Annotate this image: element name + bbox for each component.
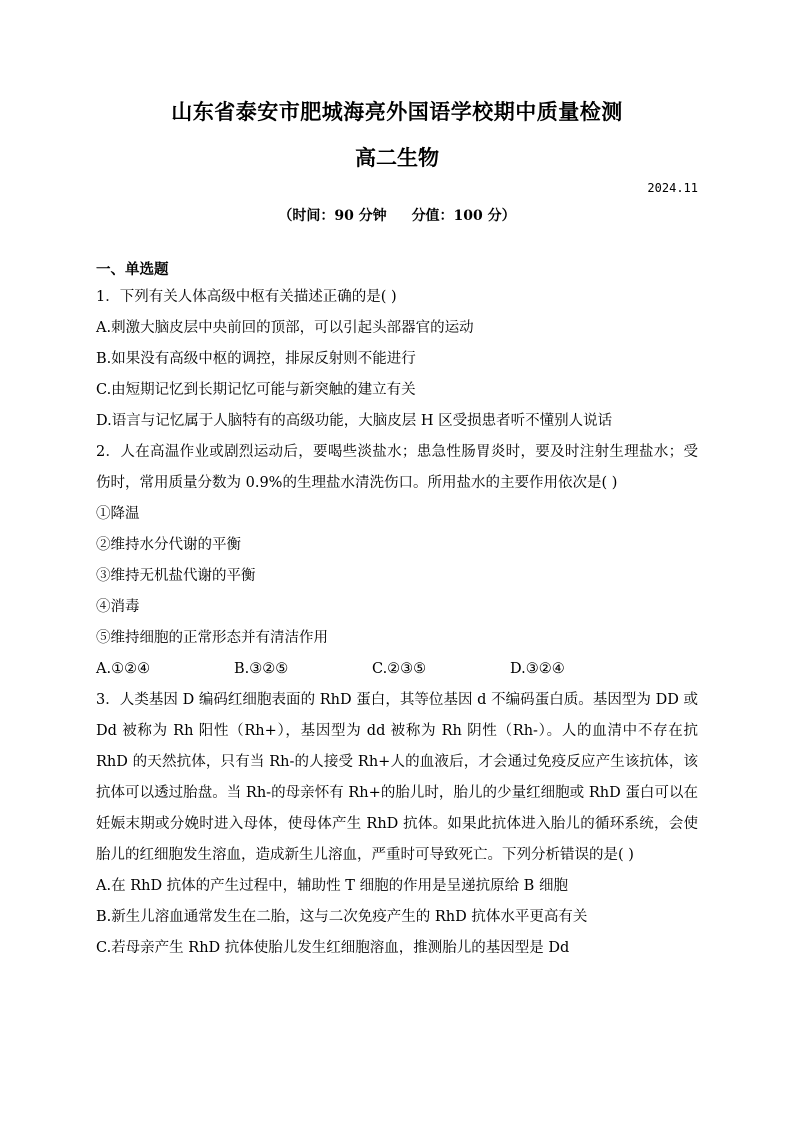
exam-time: （时间：90 分钟 bbox=[278, 208, 387, 224]
exam-time-score bbox=[0, 205, 794, 225]
question-stem: 2．人在高温作业或剧烈运动后，要喝些淡盐水；患急性肠胃炎时，要及时注射生理盐水；受伤时，常用质量分数为 0.9%的生理盐水清洗伤口。所用盐水的主要作用依次是( ) bbox=[96, 444, 698, 491]
list-item: ④消毒 bbox=[96, 599, 140, 615]
exam-title: 山东省泰安市肥城海亮外国语学校期中质量检测 bbox=[171, 99, 623, 124]
exam-subject: 高二生物 bbox=[355, 145, 439, 170]
question-3 bbox=[96, 685, 698, 964]
options-row bbox=[96, 654, 698, 685]
option-d: D.语言与记忆属于人脑特有的高级功能，大脑皮层 H 区受损患者听不懂别人说话 bbox=[96, 413, 613, 429]
question-2 bbox=[96, 437, 698, 685]
option-c: C.由短期记忆到长期记忆可能与新突触的建立有关 bbox=[96, 382, 416, 398]
option-b: B.③②⑤ bbox=[234, 661, 289, 677]
option-a: A.①②④ bbox=[96, 661, 151, 677]
question-stem: 1．下列有关人体高级中枢有关描述正确的是( ) bbox=[96, 289, 397, 305]
section-heading: 一、单选题 bbox=[96, 261, 169, 278]
list-item: ②维持水分代谢的平衡 bbox=[96, 537, 241, 553]
option-a: A.刺激大脑皮层中央前回的顶部，可以引起头部器官的运动 bbox=[96, 320, 474, 336]
option-c: C.若母亲产生 RhD 抗体使胎儿发生红细胞溶血，推测胎儿的基因型是 Dd bbox=[96, 940, 570, 956]
list-item: ⑤维持细胞的正常形态并有清洁作用 bbox=[96, 630, 328, 646]
option-b: B.新生儿溶血通常发生在二胎，这与二次免疫产生的 RhD 抗体水平更高有关 bbox=[96, 909, 588, 925]
question-1 bbox=[96, 282, 698, 437]
option-b: B.如果没有高级中枢的调控，排尿反射则不能进行 bbox=[96, 351, 416, 367]
option-c: C.②③⑤ bbox=[372, 661, 427, 677]
option-a: A.在 RhD 抗体的产生过程中，辅助性 T 细胞的作用是呈递抗原给 B 细胞 bbox=[96, 878, 568, 894]
question-stem: 3．人类基因 D 编码红细胞表面的 RhD 蛋白，其等位基因 d 不编码蛋白质。基因型为 DD 或 Dd 被称为 Rh 阳性（Rh+），基因型为 dd 被称为 Rh 阴性（Rh-）。人的血清中不存在抗 RhD 的天然抗体，只有当 Rh-的人接受 Rh+人的血液后，才会通过免疫反应产生该抗体，该抗体可以透过胎盘。当 Rh-的母亲怀有 Rh+的胎儿时，胎儿的少量红细胞或 RhD 蛋白可以在妊娠末期或分娩时进入母体，使母体产生 RhD 抗体。如果此抗体进入胎儿的循环系统，会使胎儿的红细胞发生溶血，造成新生儿溶血，严重时可导致死亡。下列分析错误的是( ) bbox=[96, 692, 698, 863]
option-d: D.③②④ bbox=[510, 661, 565, 677]
exam-date: 2024.11 bbox=[647, 181, 698, 195]
list-item: ③维持无机盐代谢的平衡 bbox=[96, 568, 256, 584]
exam-body bbox=[96, 258, 698, 964]
exam-score: 分值：100 分） bbox=[411, 208, 516, 224]
list-item: ①降温 bbox=[96, 506, 140, 522]
